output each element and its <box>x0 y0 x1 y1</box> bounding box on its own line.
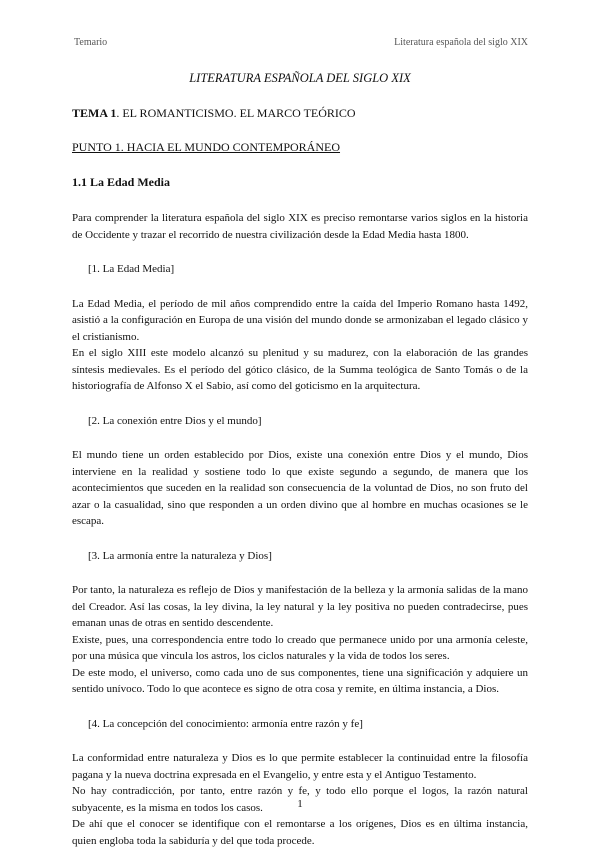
paragraph: La Edad Media, el período de mil años comprendido entre la caída del Imperio Romano hasta 1492, asistió a la configuración en Europa de una visión del mundo donde se armonizaban el legado clásico y el cristianismo. <box>72 297 528 343</box>
header-left: Temario <box>74 37 108 48</box>
tema-text: . EL ROMANTICISMO. EL MARCO TEÓRICO <box>116 105 356 120</box>
intro-block <box>72 210 528 243</box>
document-body <box>72 70 528 867</box>
tema-label: TEMA 1 <box>72 105 117 120</box>
paragraph: De este modo, el universo, como cada uno de sus componentes, tiene una significación y adquiere un sentido unívoco. Todo lo que acontece es signo de otra cosa y remite, en última instancia, a Dios. <box>72 666 528 695</box>
document-title: LITERATURA ESPAÑOLA DEL SIGLO XIX <box>189 71 411 85</box>
block-1 <box>72 296 528 395</box>
page-number: 1 <box>297 798 303 810</box>
block-heading-3: [3. La armonía entre la naturaleza y Dios] <box>88 549 272 562</box>
paragraph: No hay contradicción, por tanto, entre razón y fe, y todo ello porque el logos, la razón natural subyacente, es la misma en todos los casos. <box>72 785 528 814</box>
block-heading-2: [2. La conexión entre Dios y el mundo] <box>88 414 262 427</box>
section-heading: 1.1 La Edad Media <box>72 174 171 189</box>
block-3 <box>72 582 528 698</box>
tema-heading <box>72 105 528 122</box>
block-heading-4: [4. La concepción del conocimiento: armonía entre razón y fe] <box>88 717 363 730</box>
punto-heading: PUNTO 1. HACIA EL MUNDO CONTEMPORÁNEO <box>72 140 341 154</box>
paragraph: El mundo tiene un orden establecido por Dios, existe una conexión entre Dios y el mundo, Dios interviene en la realidad y sostiene todo lo que existe segundo a segundo, de manera que los acontecimientos que suceden en la realidad son consecuencia de la voluntad de Dios, no son fruto del azar o la casualidad, sino que responden a un orden divino que al hombre en muchas ocasiones se le escapa. <box>72 449 528 527</box>
paragraph: En el siglo XIII este modelo alcanzó su plenitud y su madurez, con la elaboración de las grandes síntesis medievales. Es el período del gótico clásico, de la Summa teológica de Santo Tomás o de la historiografía de Alfonso X el Sabio, así como del goticismo en la arquitectura. <box>72 347 528 392</box>
paragraph: La conformidad entre naturaleza y Dios es lo que permite establecer la continuidad entre la filosofía pagana y la nueva doctrina expresada en el Evangelio, y entre esta y el Antiguo Testamento. <box>72 752 528 781</box>
paragraph: Existe, pues, una correspondencia entre todo lo creado que permanece unido por una armonía celeste, por una música que vincula los astros, los ciclos naturales y la vida de todos los seres. <box>72 633 528 662</box>
block-2 <box>72 447 528 530</box>
header-right: Literatura española del siglo XIX <box>394 37 528 48</box>
block-heading-1: [1. La Edad Media] <box>88 263 175 275</box>
paragraph: De ahí que el conocer se identifique con el remontarse a los orígenes, Dios es en última instancia, quien engloba toda la sabiduría y del que toda procede. <box>72 818 528 847</box>
intro-paragraph: Para comprender la literatura española del siglo XIX es preciso remontarse varios siglos en la historia de Occidente y trazar el recorrido de nuestra civilización desde la Edad Media hasta 1800. <box>72 212 528 241</box>
paragraph: Por tanto, la naturaleza es reflejo de Dios y manifestación de la belleza y la armonía salidas de la mano del Creador. Así las cosas, la ley divina, la ley natural y la ley positiva no pueden contradecirse, pues emanan unas de otras en sentido descendente. <box>72 584 528 629</box>
